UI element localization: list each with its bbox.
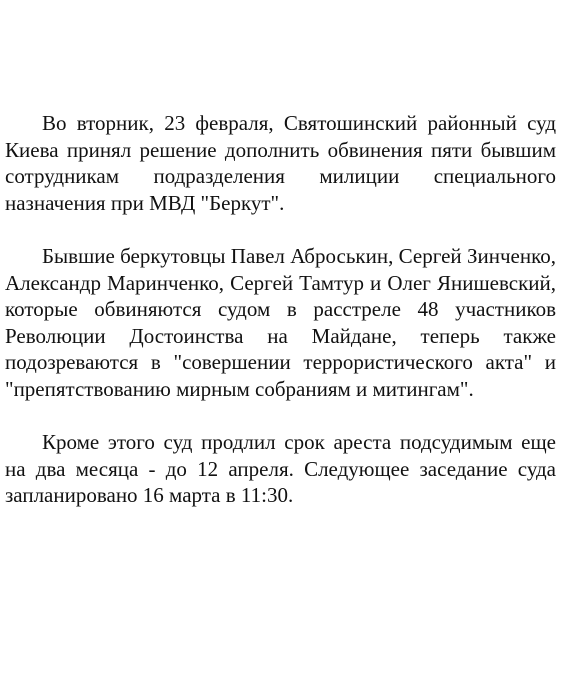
paragraph-court-decision: Во вторник, 23 февраля, Святошинский районный суд Киева принял решение дополнить обвинения пяти бывшим сотрудникам подразделения милиции специального назначения при МВД "Беркут". bbox=[5, 111, 556, 215]
article-body bbox=[5, 110, 556, 536]
paragraph-defendants: Бывшие беркутовцы Павел Аброськин, Сергей Зинченко, Александр Маринченко, Сергей Тамтур и Олег Янишевский, которые обвиняются судом в расстреле 48 участников Революции Достоинства на Майдане, теперь также подозреваются в "совершении террористического акта" и "препятствованию мирным собраниям и митингам". bbox=[5, 244, 556, 401]
paragraph-arrest-extension: Кроме этого суд продлил срок ареста подсудимым еще на два месяца - до 12 апреля. Следующее заседание суда запланировано 16 марта в 11:30. bbox=[5, 430, 556, 507]
